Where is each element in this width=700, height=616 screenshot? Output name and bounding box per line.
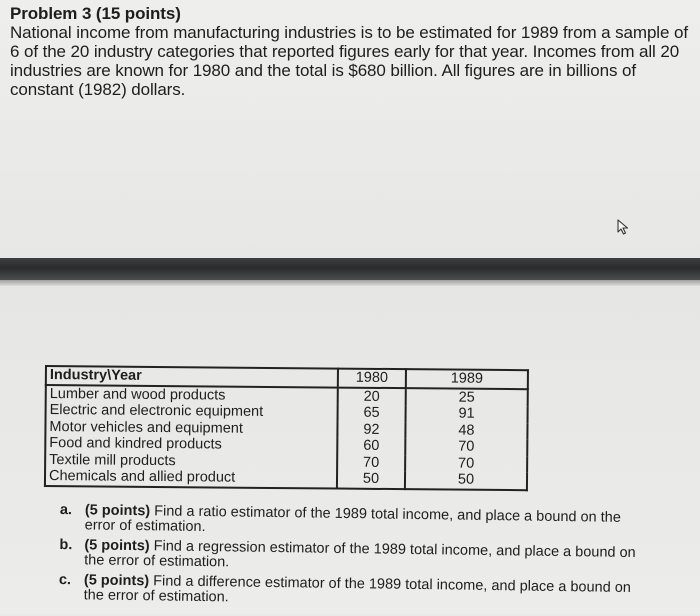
question-points: (5 points) (83, 572, 150, 590)
header-industry-year: Industry\Year (46, 366, 338, 387)
question-points: (5 points) (84, 537, 150, 555)
question-item (60, 503, 650, 541)
question-list (59, 503, 650, 616)
industry-cell: Food and kindred products (45, 435, 337, 454)
question-text: Find a regression estimator of the 1989 total income, and place a bound on the error of estimation. (84, 538, 636, 571)
mouse-pointer-icon (615, 218, 633, 236)
value-1989-cell: 50 (405, 471, 527, 490)
question-text: Find a ratio estimator of the 1989 total income, and place a bound on the error of estimation. (84, 503, 621, 536)
header-1989: 1989 (406, 369, 528, 389)
industry-cell: Textile mill products (45, 452, 337, 471)
problem-statement (10, 4, 690, 99)
question-text: Find a difference estimator of the 1989 total income, and place a bound on the error of estimation. (83, 573, 632, 606)
value-1980-cell: 20 (338, 387, 406, 405)
question-letter: a. (59, 502, 73, 519)
value-1989-cell: 91 (406, 405, 528, 423)
question-letter: c. (58, 571, 72, 589)
industry-cell: Chemicals and allied product (45, 468, 337, 488)
question-points: (5 points) (84, 502, 151, 520)
income-table (44, 365, 529, 491)
value-1989-cell: 25 (406, 388, 528, 407)
header-1980: 1980 (338, 369, 406, 388)
value-1980-cell: 60 (337, 438, 405, 455)
screen-divider (0, 258, 700, 280)
value-1980-cell: 65 (338, 405, 406, 422)
question-item (59, 573, 649, 611)
industry-cell: Motor vehicles and equipment (45, 419, 337, 438)
value-1980-cell: 92 (337, 421, 405, 438)
problem-title: Problem 3 (15 points) (10, 4, 181, 23)
question-letter: b. (59, 536, 73, 554)
value-1980-cell: 70 (337, 454, 405, 471)
industry-cell: Lumber and wood products (46, 385, 338, 405)
screen-top (0, 0, 700, 258)
problem-text: National income from manufacturing industries is to be estimated for 1989 from a sample of 6 of the 20 industry categories that reported figures early for that year. Incomes from all 20 industries are known for 1980 and the total is $680 billion. All figures are in billions of constant (1982) dollars. (10, 23, 688, 99)
question-item (59, 538, 649, 576)
industry-cell: Electric and electronic equipment (46, 402, 338, 421)
value-1980-cell: 50 (337, 471, 405, 489)
value-1989-cell: 70 (405, 438, 527, 456)
value-1989-cell: 48 (405, 422, 527, 440)
value-1989-cell: 70 (405, 455, 527, 473)
table-row (45, 468, 527, 490)
